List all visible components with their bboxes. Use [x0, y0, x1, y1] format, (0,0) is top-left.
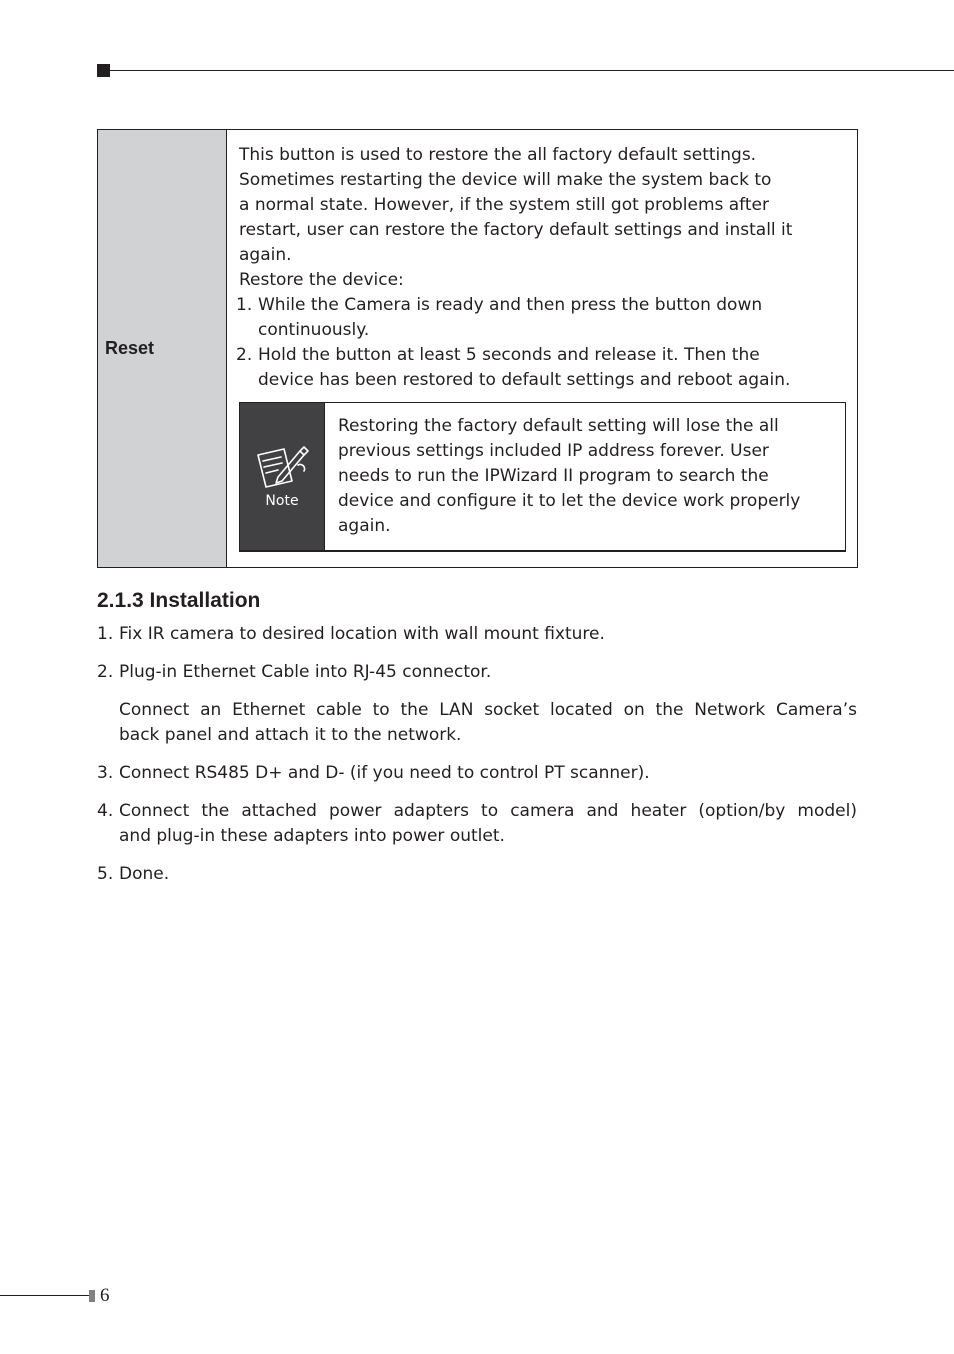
- section-heading: 2.1.3 Installation: [97, 589, 261, 612]
- note-line: Restoring the factory default setting will lose the all: [338, 416, 779, 436]
- restore-step: [236, 293, 792, 318]
- description-line: restart, user can restore the factory default settings and install it: [239, 220, 793, 240]
- header-rule: [110, 70, 954, 71]
- note-label: Note: [265, 492, 299, 509]
- note-icon-cell: [240, 403, 325, 550]
- step-text: Connect RS485 D+ and D- (if you need to control PT scanner).: [119, 763, 650, 783]
- description-line: Restore the device:: [239, 270, 404, 290]
- reset-description: [236, 143, 793, 393]
- step-number: 5.: [97, 864, 114, 884]
- restore-step-text: device has been restored to default settings and reboot again.: [258, 370, 791, 390]
- description-line: Sometimes restarting the device will make the system back to: [239, 170, 772, 190]
- step-text: Done.: [119, 864, 170, 884]
- step-number: 1.: [97, 624, 114, 644]
- footer-rule: [0, 1295, 89, 1296]
- step-text: Plug-in Ethernet Cable into RJ-45 connector.: [119, 662, 492, 682]
- header-square: [97, 64, 110, 77]
- step-number: 3.: [97, 763, 114, 783]
- step-number: 4.: [97, 801, 114, 821]
- step-number: 2.: [97, 662, 114, 682]
- note-line: previous settings included IP address forever. User: [338, 441, 769, 461]
- installation-step: [97, 622, 857, 647]
- note-line: needs to run the IPWizard II program to search the: [338, 466, 769, 486]
- step-text: and plug-in these adapters into power outlet.: [119, 826, 505, 846]
- description-line: This button is used to restore the all factory default settings.: [239, 145, 757, 165]
- installation-step: [97, 761, 857, 786]
- note-box: [239, 402, 846, 552]
- restore-step-text: continuously.: [258, 320, 370, 340]
- reset-table: [97, 129, 858, 568]
- page-number: 6: [100, 1285, 110, 1306]
- installation-step: [97, 799, 857, 849]
- note-text: [325, 403, 800, 550]
- installation-step: [97, 660, 857, 685]
- step-text: Connect an Ethernet cable to the LAN socket located on the Network Camera’s: [119, 700, 857, 720]
- restore-step-text: Hold the button at least 5 seconds and release it. Then the: [258, 345, 760, 365]
- restore-step-text: While the Camera is ready and then press the button down: [258, 295, 763, 315]
- description-line: again.: [239, 245, 292, 265]
- restore-step: [236, 343, 792, 368]
- restore-step-number: 2.: [236, 345, 253, 365]
- reset-description-cell: [227, 130, 857, 567]
- restore-step-number: 1.: [236, 295, 253, 315]
- step-text: Connect the attached power adapters to camera and heater (option/by model): [119, 801, 857, 821]
- installation-step-detail: [97, 698, 857, 748]
- description-line: a normal state. However, if the system still got problems after: [239, 195, 769, 215]
- reset-label-cell: [98, 130, 227, 567]
- installation-step: [97, 862, 857, 887]
- step-text: Fix IR camera to desired location with wall mount fixture.: [119, 624, 605, 644]
- note-line: again.: [338, 516, 391, 536]
- note-pen-icon: [254, 445, 310, 489]
- footer-tab: [89, 1290, 95, 1302]
- note-line: device and configure it to let the device work properly: [338, 491, 801, 511]
- step-text: back panel and attach it to the network.: [119, 725, 462, 745]
- reset-label: Reset: [105, 338, 155, 358]
